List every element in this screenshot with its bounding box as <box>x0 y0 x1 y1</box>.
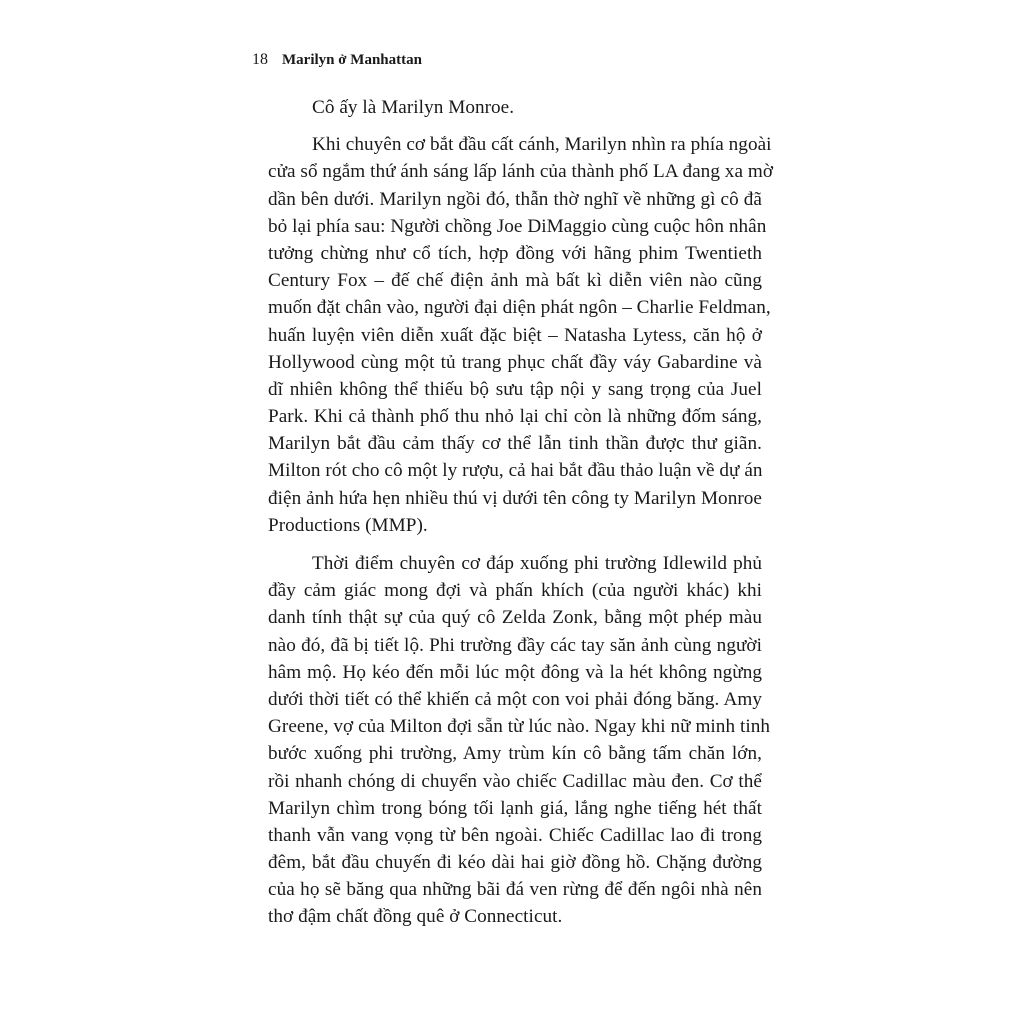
text-line: thanh vẫn vang vọng từ bên ngoài. Chiếc Cadillac lao đi trong <box>268 824 762 846</box>
text-line: rồi nhanh chóng di chuyển vào chiếc Cadillac màu đen. Cơ thể <box>268 770 762 792</box>
text-line: Khi chuyên cơ bắt đầu cất cánh, Marilyn nhìn ra phía ngoài <box>312 134 772 156</box>
text-line: tưởng chừng như cổ tích, hợp đồng với hãng phim Twentieth <box>268 242 762 264</box>
text-line: Cô ấy là Marilyn Monroe. <box>312 97 515 118</box>
text-line: Milton rót cho cô một ly rượu, cả hai bắt đầu thảo luận về dự án <box>268 460 763 482</box>
paragraph <box>268 94 762 121</box>
running-header <box>252 50 422 70</box>
text-line: Greene, vợ của Milton đợi sẵn từ lúc nào. Ngay khi nữ minh tinh <box>268 716 770 738</box>
text-line: muốn đặt chân vào, người đại diện phát ngôn – Charlie Feldman, <box>268 297 771 319</box>
text-line: đêm, bắt đầu chuyến đi kéo dài hai giờ đồng hồ. Chặng đường <box>268 852 762 874</box>
running-title: Marilyn ở Manhattan <box>282 52 422 68</box>
text-line: thơ đậm chất đồng quê ở Connecticut. <box>268 906 563 928</box>
text-line: bước xuống phi trường, Amy trùm kín cô bằng tấm chăn lớn, <box>268 743 762 765</box>
page-number: 18 <box>252 51 268 68</box>
text-line: cửa sổ ngắm thứ ánh sáng lấp lánh của thành phố LA đang xa mờ <box>268 161 774 183</box>
text-line: danh tính thật sự của quý cô Zelda Zonk, bằng một phép màu <box>268 607 762 629</box>
text-line: Marilyn chìm trong bóng tối lạnh giá, lắng nghe tiếng hét thất <box>268 797 762 819</box>
text-line: Hollywood cùng một tủ trang phục chất đầy váy Gabardine và <box>268 351 762 373</box>
body-text <box>268 94 774 931</box>
text-line: Thời điểm chuyên cơ đáp xuống phi trường Idlewild phủ <box>312 553 762 574</box>
text-line: Productions (MMP). <box>268 514 428 536</box>
text-line: của họ sẽ băng qua những bãi đá ven rừng để đến ngôi nhà nên <box>268 879 762 901</box>
text-line: dĩ nhiên không thể thiếu bộ sưu tập nội y sang trọng của Juel <box>268 378 762 400</box>
text-line: bỏ lại phía sau: Người chồng Joe DiMaggio cùng cuộc hôn nhân <box>268 215 767 237</box>
text-line: dần bên dưới. Marilyn ngồi đó, thẫn thờ nghĩ về những gì cô đã <box>268 188 762 210</box>
text-line: đầy cảm giác mong đợi và phấn khích (của người khác) khi <box>268 580 762 602</box>
text-line: hâm mộ. Họ kéo đến mỗi lúc một đông và la hét không ngừng <box>268 661 762 683</box>
paragraph <box>268 131 774 539</box>
text-line: nào đó, đã bị tiết lộ. Phi trường đầy các tay săn ảnh cùng người <box>268 634 762 656</box>
text-line: Century Fox – đế chế điện ảnh mà bất kì diễn viên nào cũng <box>268 270 762 292</box>
text-line: Marilyn bắt đầu cảm thấy cơ thể lẫn tinh thần được thư giãn. <box>268 433 762 455</box>
text-line: điện ảnh hứa hẹn nhiều thú vị dưới tên công ty Marilyn Monroe <box>268 487 762 509</box>
text-line: dưới thời tiết có thể khiến cả một con voi phải đóng băng. Amy <box>268 688 762 710</box>
text-line: Park. Khi cả thành phố thu nhỏ lại chỉ còn là những đốm sáng, <box>268 406 762 428</box>
paragraph <box>268 550 770 931</box>
text-line: huấn luyện viên diễn xuất đặc biệt – Natasha Lytess, căn hộ ở <box>268 324 762 346</box>
